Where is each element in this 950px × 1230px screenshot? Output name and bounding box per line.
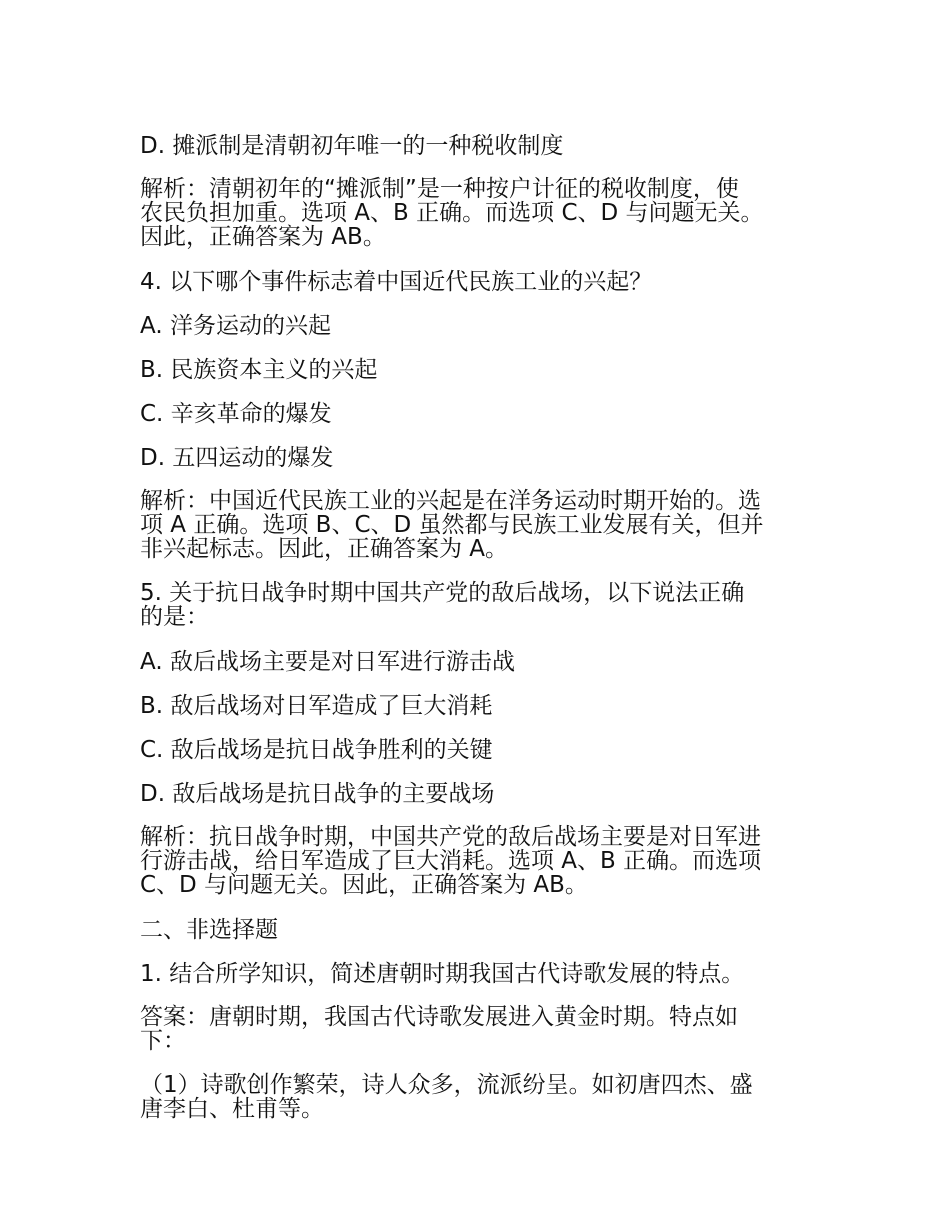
q4-question: 4. 以下哪个事件标志着中国近代民族工业的兴起？ (140, 269, 653, 295)
q3-analysis (140, 168, 812, 260)
q4-option-c: C. 辛亥革命的爆发 (140, 401, 332, 427)
q5-analysis (140, 816, 812, 908)
q4-analysis-line: 非兴起标志。因此，正确答案为 A。 (140, 536, 509, 562)
q5-question-line: 的是： (140, 604, 209, 630)
document-page (140, 124, 812, 1132)
s2-q1-answer-line: 下： (140, 1028, 186, 1054)
q3-analysis-line: 因此，正确答案为 AB。 (140, 224, 386, 250)
s2-q1-point1 (140, 1064, 812, 1132)
q4-analysis-line: 项 A 正确。选项 B、C、D 虽然都与民族工业发展有关，但并 (140, 512, 764, 538)
q5-option-c: C. 敌后战场是抗日战争胜利的关键 (140, 737, 493, 763)
q4-option-b: B. 民族资本主义的兴起 (140, 357, 378, 383)
q4-option-d: D. 五四运动的爆发 (140, 445, 334, 471)
q5-analysis-line: 行游击战，给日军造成了巨大消耗。选项 A、B 正确。而选项 (140, 848, 762, 874)
q4-analysis (140, 480, 812, 572)
q3-analysis-line: 解析：清朝初年的“摊派制”是一种按户计征的税收制度，使 (140, 176, 739, 202)
s2-q1-question: 1. 结合所学知识，简述唐朝时期我国古代诗歌发展的特点。 (140, 961, 745, 987)
q5-option-d: D. 敌后战场是抗日战争的主要战场 (140, 781, 495, 807)
s2-q1-answer (140, 996, 812, 1064)
s2-q1-point1-line: （1）诗歌创作繁荣，诗人众多，流派纷呈。如初唐四杰、盛 (140, 1072, 753, 1098)
q5-analysis-line: 解析：抗日战争时期，中国共产党的敌后战场主要是对日军进 (140, 824, 761, 850)
s2-q1-point1-line: 唐李白、杜甫等。 (140, 1096, 324, 1122)
q5-question-line: 5. 关于抗日战争时期中国共产党的敌后战场，以下说法正确 (140, 580, 745, 606)
s2-q1-answer-line: 答案：唐朝时期，我国古代诗歌发展进入黄金时期。特点如 (140, 1004, 738, 1030)
q5-option-b: B. 敌后战场对日军造成了巨大消耗 (140, 693, 493, 719)
q3-analysis-line: 农民负担加重。选项 A、B 正确。而选项 C、D 与问题无关。 (140, 200, 764, 226)
q4-analysis-line: 解析：中国近代民族工业的兴起是在洋务运动时期开始的。选 (140, 488, 761, 514)
q5-question (140, 572, 812, 640)
q4-option-a: A. 洋务运动的兴起 (140, 313, 331, 339)
q5-option-a: A. 敌后战场主要是对日军进行游击战 (140, 649, 515, 675)
q5-analysis-line: C、D 与问题无关。因此，正确答案为 AB。 (140, 872, 588, 898)
section-heading: 二、非选择题 (140, 917, 278, 943)
q3-option-d: D. 摊派制是清朝初年唯一的一种税收制度 (140, 133, 564, 159)
